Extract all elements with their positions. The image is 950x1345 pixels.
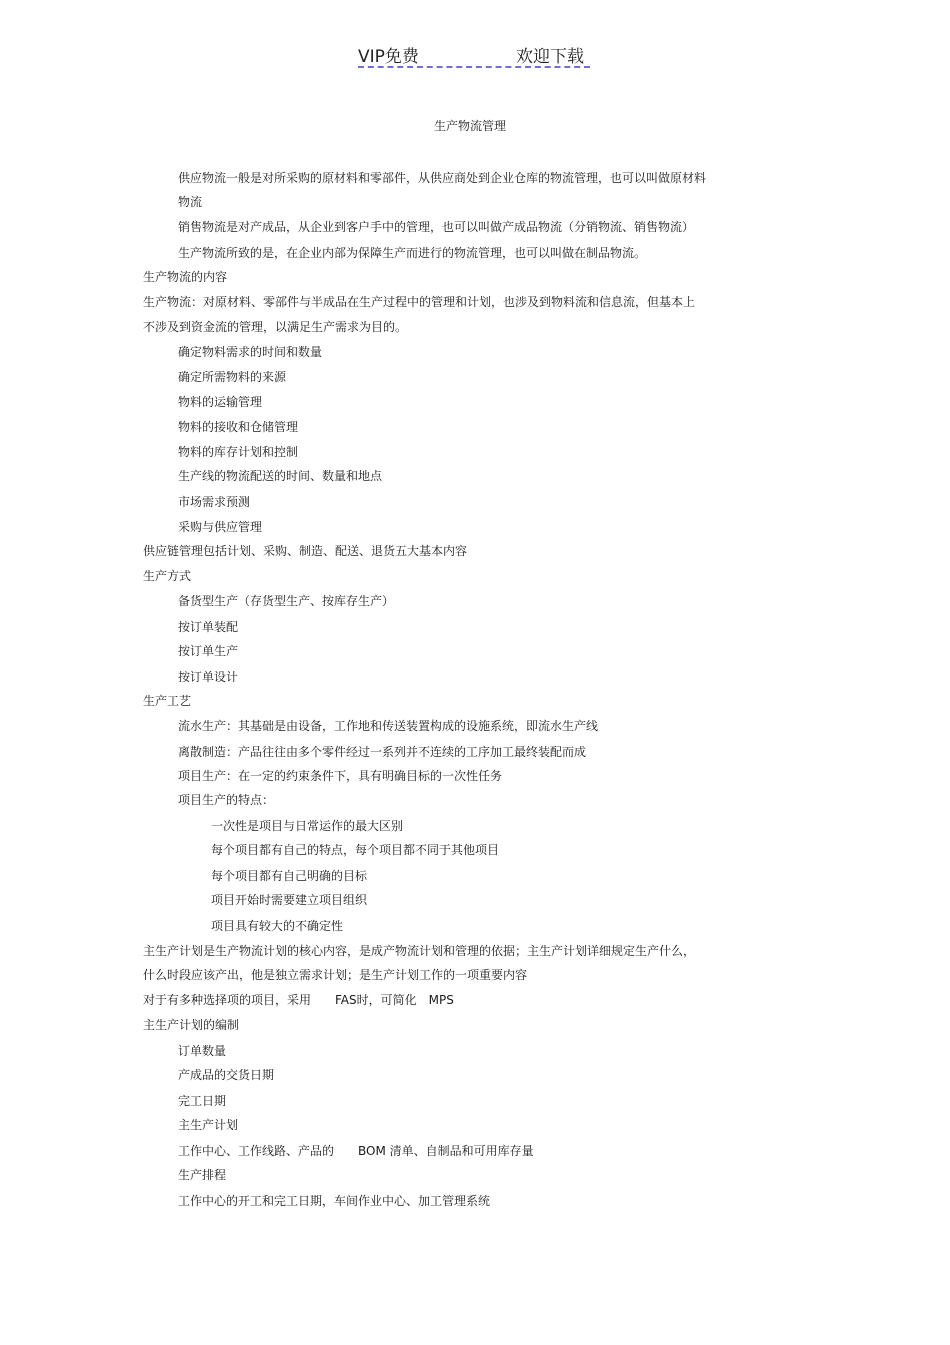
text-line: 什么时段应该产出，他是独立需求计划；是生产计划工作的一项重要内容 [143,968,528,982]
text-line: 一次性是项目与日常运作的最大区别 [211,819,404,833]
text-line: 流水生产：其基础是由设备，工作地和传送装置构成的设施系统，即流水生产线 [178,719,599,733]
text-line: 工作中心的开工和完工日期，车间作业中心、加工管理系统 [178,1194,491,1208]
text-line: 项目生产：在一定的约束条件下，具有明确目标的一次性任务 [178,769,503,783]
text-line: 订单数量 [178,1044,227,1058]
text-line: 离散制造：产品往往由多个零件经过一系列并不连续的工序加工最终装配而成 [178,745,587,759]
text-line: 生产物流所致的是，在企业内部为保障生产而进行的物流管理，也可以叫做在制品物流。 [178,246,647,260]
text-line: 项目生产的特点： [178,793,275,807]
text-line: 采购与供应管理 [178,520,263,534]
text-line: 销售物流是对产成品，从企业到客户手中的管理，也可以叫做产成品物流（分销物流、销售物流） [178,220,695,234]
text-line: 生产线的物流配送的时间、数量和地点 [178,469,383,483]
text-line: 不涉及到资金流的管理，以满足生产需求为目的。 [143,320,408,334]
text-line: 按订单设计 [178,670,239,684]
text-line: 工作中心、工作线路、产品的 BOM 清单、自制品和可用库存量 [178,1144,534,1158]
text-line: 生产物流的内容 [143,270,228,284]
text-line: 供应物流一般是对所采购的原材料和零部件，从供应商处到企业仓库的物流管理，也可以叫做原材料 [178,171,707,185]
text-line: 主生产计划的编制 [143,1018,240,1032]
text-line: 按订单装配 [178,620,239,634]
text-line: 物流 [178,195,203,209]
text-line: 产成品的交货日期 [178,1068,275,1082]
text-line: 主生产计划 [178,1118,239,1132]
header-banner [358,40,590,68]
text-line: 生产物流：对原材料、零部件与半成品在生产过程中的管理和计划，也涉及到物料流和信息流，但基本上 [143,295,696,309]
text-line: 物料的接收和仓储管理 [178,420,299,434]
text-line: 每个项目都有自己明确的目标 [211,869,368,883]
text-line: 按订单生产 [178,644,239,658]
text-line: 主生产计划是生产物流计划的核心内容，是成产物流计划和管理的依据；主生产计划详细规定生产什么， [143,944,696,958]
text-line: 确定所需物料的来源 [178,370,287,384]
text-line: 生产方式 [143,569,192,583]
header-left-text: VIP免费 [358,47,419,67]
document-title: 生产物流管理 [433,119,506,133]
text-line: 每个项目都有自己的特点，每个项目都不同于其他项目 [211,843,500,857]
text-line: 物料的库存计划和控制 [178,445,299,459]
text-line: 对于有多种选择项的项目，采用 FAS时，可简化 MPS [143,993,454,1007]
text-line: 备货型生产（存货型生产、按库存生产） [178,594,395,608]
text-line: 项目开始时需要建立项目组织 [211,893,368,907]
text-line: 供应链管理包括计划、采购、制造、配送、退货五大基本内容 [143,544,468,558]
text-line: 市场需求预测 [178,495,251,509]
header-right-text: 欢迎下载 [516,47,584,67]
text-line: 确定物料需求的时间和数量 [178,345,323,359]
text-line: 生产排程 [178,1168,227,1182]
text-line: 完工日期 [178,1094,227,1108]
text-line: 项目具有较大的不确定性 [211,919,344,933]
text-line: 物料的运输管理 [178,395,263,409]
text-line: 生产工艺 [143,694,192,708]
